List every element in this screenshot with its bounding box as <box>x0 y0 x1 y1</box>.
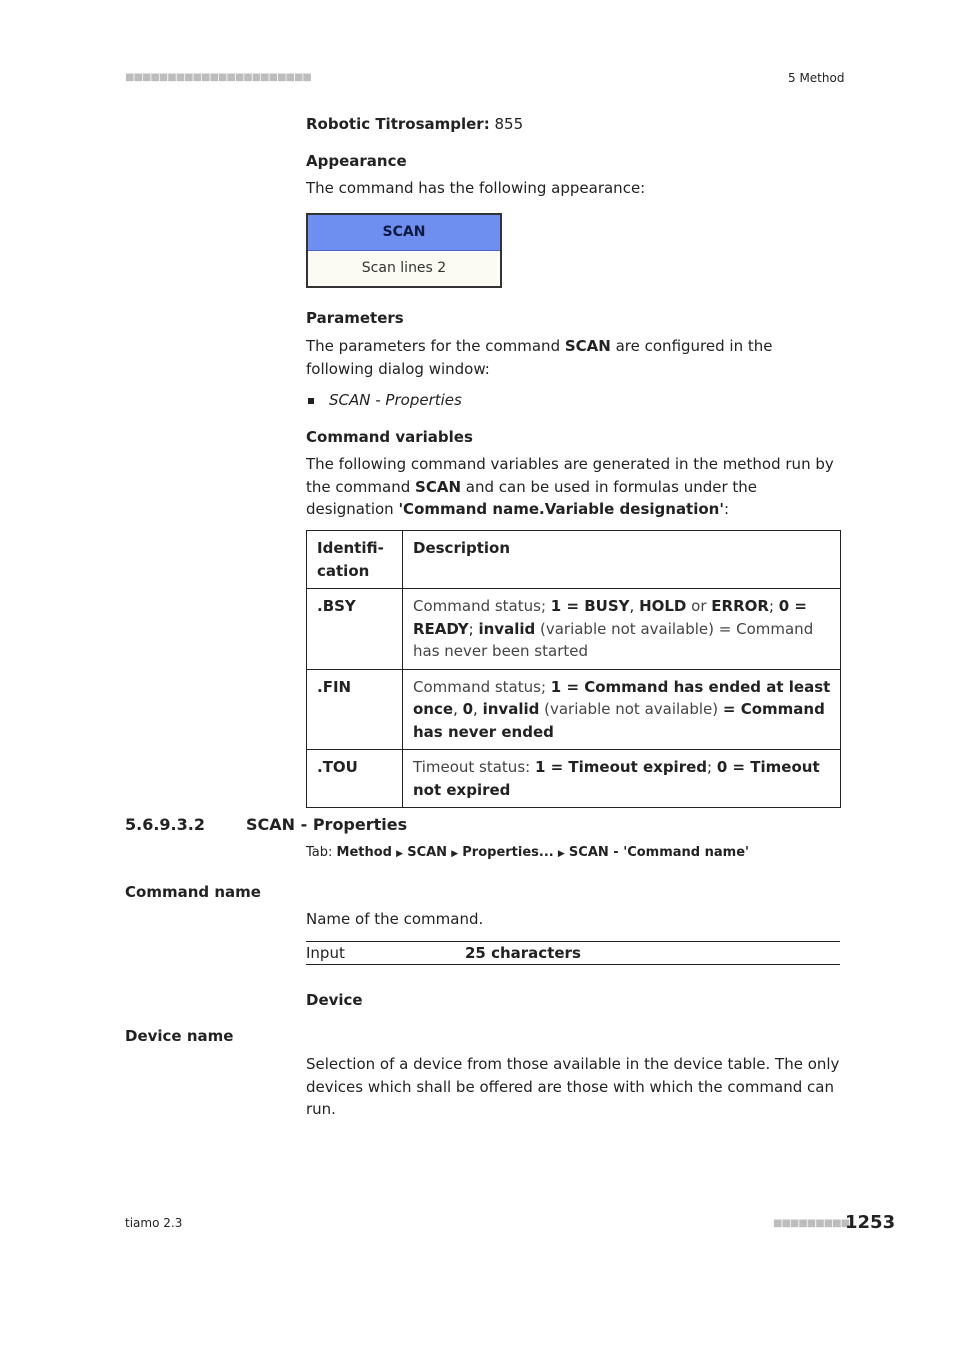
page-number: 1253 <box>845 1212 896 1233</box>
section-title: SCAN - Properties <box>246 815 408 834</box>
desc-text: ; <box>468 619 479 638</box>
robotic-label: Robotic Titrosampler: <box>306 115 490 133</box>
desc-text: , <box>629 597 640 615</box>
command-variables-table <box>306 530 841 808</box>
triangle-right-icon: ▶ <box>557 849 565 859</box>
section-number: 5.6.9.3.2 <box>125 815 205 834</box>
table-cell-description <box>403 750 841 808</box>
tab-path-label: Tab: <box>306 845 333 860</box>
desc-text: ; <box>768 597 779 615</box>
desc-text: , <box>453 700 463 718</box>
desc-text: (variable not available) <box>539 700 723 718</box>
desc-text: or <box>686 597 712 615</box>
tab-path <box>306 842 749 866</box>
table-cell-id: .BSY <box>307 589 403 670</box>
robotic-value: 855 <box>494 115 524 133</box>
table-header-description: Description <box>403 531 841 589</box>
table-header-id: Identifi-cation <box>307 531 403 589</box>
desc-bold: invalid <box>482 700 540 718</box>
triangle-right-icon: ▶ <box>396 849 404 859</box>
desc-bold: 1 = BUSY <box>550 597 630 615</box>
footer-marker: ■■■■■■■■■ <box>773 1218 850 1229</box>
input-label: Input <box>306 944 345 962</box>
tab-path-item: SCAN - 'Command name' <box>568 845 749 860</box>
footer-product: tiamo 2.3 <box>125 1216 183 1230</box>
desc-text: ; <box>707 758 717 776</box>
chapter-label: 5 Method <box>788 71 845 85</box>
cv-text-pre: The following command variables are generated in the method run by the command <box>306 455 834 496</box>
cv-text-bold: SCAN <box>415 477 462 496</box>
header-marker: ■■■■■■■■■■■■■■■■■■■■■■ <box>125 72 311 83</box>
appearance-text: The command has the following appearance: <box>306 179 646 197</box>
table-cell-id: .TOU <box>307 750 403 808</box>
desc-bold: invalid <box>478 619 536 638</box>
tab-path-item: Properties... <box>462 845 554 860</box>
scan-widget-title: SCAN <box>308 215 500 251</box>
parameters-text-post: are configured in the following dialog window: <box>306 337 773 378</box>
tab-path-item: SCAN <box>407 845 448 860</box>
desc-text: Command status; <box>413 677 551 696</box>
table-row <box>307 589 841 670</box>
device-name-heading: Device name <box>125 1027 234 1045</box>
parameters-text-pre: The parameters for the command <box>306 337 565 355</box>
scan-widget-subtitle: Scan lines 2 <box>308 251 500 286</box>
cv-text-mid: and can be used in formulas under the designation <box>306 477 758 518</box>
desc-bold: 1 = Timeout expired <box>534 758 708 776</box>
desc-text: Command status; <box>413 597 551 615</box>
command-variables-text <box>306 453 846 521</box>
appearance-heading: Appearance <box>306 152 407 170</box>
input-spec-row <box>306 941 840 965</box>
parameters-heading: Parameters <box>306 309 404 327</box>
desc-text: (variable not available) = Command has never been started <box>413 619 814 660</box>
parameters-bullet <box>329 389 462 412</box>
command-variables-heading: Command variables <box>306 428 473 446</box>
desc-text: , <box>473 700 483 718</box>
parameters-text <box>306 335 840 380</box>
dialog-link: SCAN - Properties <box>329 391 462 409</box>
table-row <box>307 669 841 750</box>
cv-text-post: : <box>723 500 730 518</box>
desc-text: Timeout status: <box>413 758 535 776</box>
parameters-text-bold: SCAN <box>564 337 611 355</box>
desc-bold: 1 = Command has ended at least once <box>413 677 831 718</box>
cv-text-bold2: 'Command name.Variable designation' <box>398 500 724 518</box>
desc-bold: HOLD <box>639 597 687 615</box>
table-row <box>307 750 841 808</box>
desc-bold: 0 <box>462 700 474 718</box>
scan-command-widget <box>306 213 502 288</box>
command-name-heading: Command name <box>125 883 261 901</box>
table-header-row <box>307 531 841 589</box>
device-heading: Device <box>306 991 363 1009</box>
table-cell-id: .FIN <box>307 669 403 750</box>
command-name-text: Name of the command. <box>306 910 484 928</box>
desc-bold: 0 = Timeout not expired <box>413 758 820 799</box>
table-cell-description <box>403 589 841 670</box>
desc-bold: ERROR <box>711 597 769 615</box>
desc-bold: 0 = READY <box>413 597 807 638</box>
device-name-text: Selection of a device from those available in the device table. The only devices which shall be offered are those with which the command can run. <box>306 1055 840 1118</box>
table-cell-description <box>403 669 841 750</box>
bullet-icon <box>308 398 314 404</box>
robotic-line <box>306 113 523 136</box>
input-value: 25 characters <box>465 944 581 962</box>
tab-path-item: Method <box>336 845 392 860</box>
desc-bold: = Command has never ended <box>413 700 825 741</box>
triangle-right-icon: ▶ <box>451 849 459 859</box>
